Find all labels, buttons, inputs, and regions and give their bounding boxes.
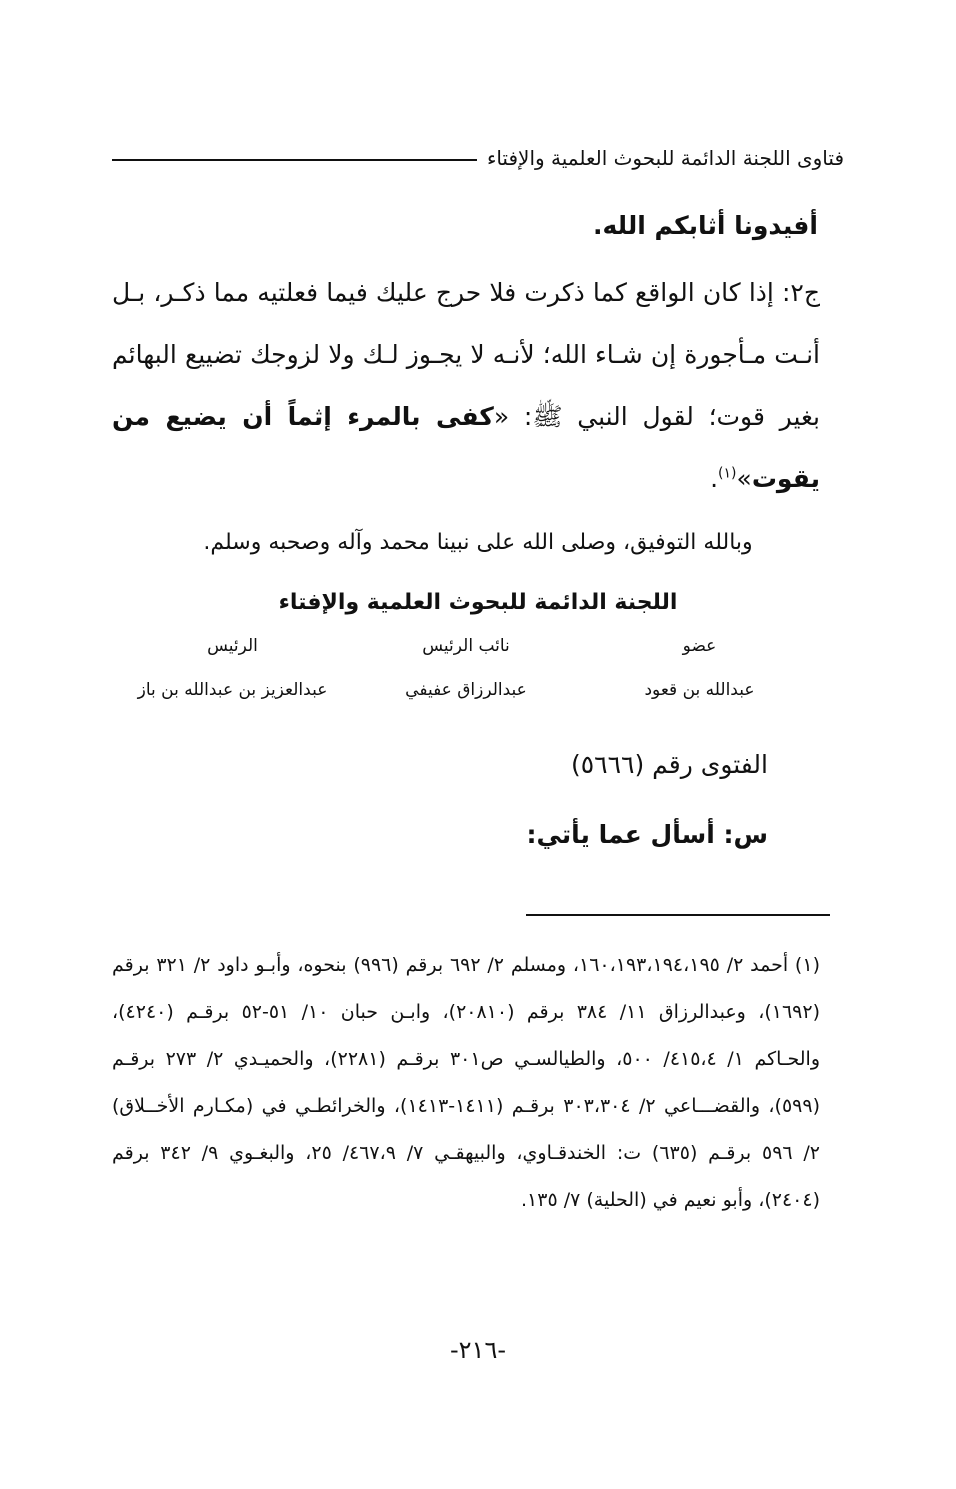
close-quote: » — [736, 464, 752, 493]
signatory-name: عبدالعزيز بن عبدالله بن باز — [137, 680, 328, 700]
footnote-text: (١) أحمد ٢/ ١٦٠،١٩٣،١٩٤،١٩٥، ومسلم ٢/ ٦٩٢ برقم (٩٩٦) بنحوه، وأبـو داود ٢/ ٣٢١ برقم (١٦٩٢)، وعبدالرزاق ١١/ ٣٨٤ برقم (٢٠٨١٠)، وابـن حبان ١٠/ ٥١-٥٢ برقـم (٤٢٤٠)، والحـاكم ١/ ٤١٥،٤/ ٥٠٠، والطيالسـي ص٣٠١ برقـم (٢٢٨١)، والحميـدي ٢/ ٢٧٣ برقـم (٥٩٩)، والقضـــاعي ٢/ ٣٠٣،٣٠٤ برقـم (١٤١١-١٤١٣)، والخرائطـي في (مكـارم الأخــلاق) ٢/ ٥٩٦ برقـم (٦٣٥) ت: الخندقـاوي، والبيهقـي ٧/ ٤٦٧،٩/ ٢٥، والبغـوي ٩/ ٣٤٢ برقم (٢٤٠٤)، وأبو نعيم في (الحلية) ٧/ ١٣٥. — [112, 954, 821, 1211]
answer-text: ج٢: إذا كان الواقع كما ذكرت فلا حرج عليك فيما فعلتيه مما ذكـر، بـل أنـت مـأجورة إن شـاء الله؛ لأنـه لا يجـوز لـك ولا لزوجك تضييع البهائم بغير قوت؛ لقول النبي ﷺ: « — [112, 278, 821, 431]
signatory-role: الرئيس — [207, 636, 258, 656]
page-number: -٢١٦- — [449, 1336, 506, 1364]
signatures-table — [116, 630, 816, 706]
header-title: فتاوى اللجنة الدائمة للبحوث العلمية والإفتاء — [486, 146, 844, 170]
question-heading: س: أسأل عما يأتي: — [526, 820, 768, 849]
footnote-marker[interactable]: (١) — [718, 465, 737, 482]
answer-paragraph — [112, 262, 820, 510]
signatory-name: عبدالله بن قعود — [644, 680, 755, 700]
signatory-role: نائب الرئيس — [422, 636, 510, 656]
signatory-name: عبدالرزاق عفيفي — [405, 680, 527, 700]
header-rule — [112, 159, 477, 161]
running-header — [112, 143, 844, 173]
signatory-role: عضو — [682, 636, 717, 656]
hadith-quote: كفى بالمرء إثماً أن يضيع من يقوت — [112, 402, 820, 493]
closing-line: وبالله التوفيق، وصلى الله على نبينا محمد وآله وصحبه وسلم. — [203, 530, 753, 555]
signature-names-row — [116, 674, 816, 706]
fatwa-number: الفتوى رقم (٥٦٦٦) — [570, 750, 768, 779]
question-ending: أفيدونا أثابكم الله. — [593, 211, 818, 240]
committee-name: اللجنة الدائمة للبحوث العلمية والإفتاء — [278, 590, 678, 615]
signature-roles-row — [116, 630, 816, 662]
answer-end: . — [710, 464, 719, 493]
footnote-separator — [526, 914, 830, 916]
